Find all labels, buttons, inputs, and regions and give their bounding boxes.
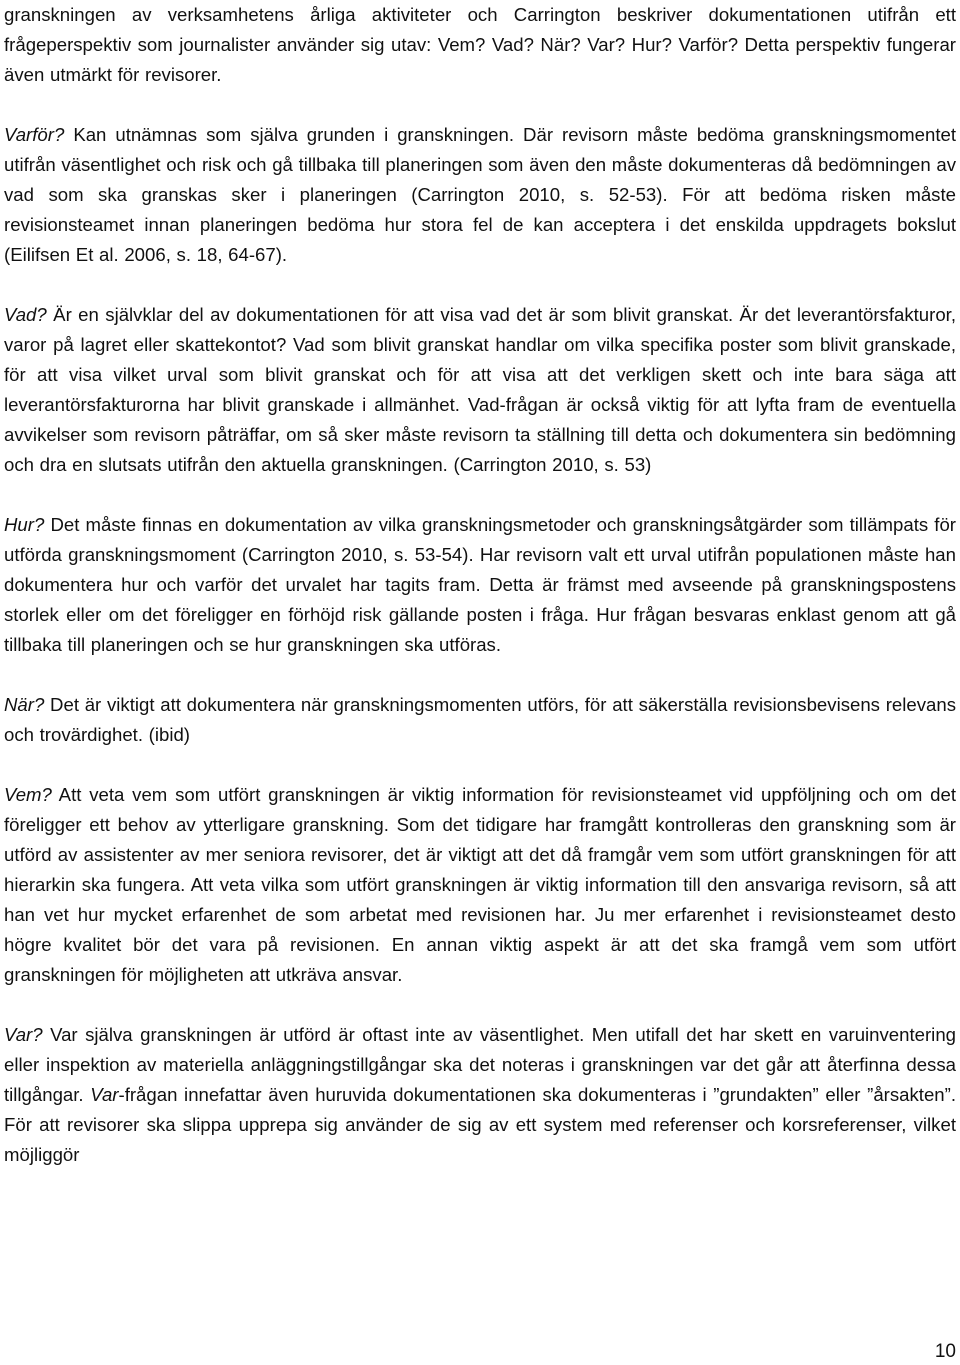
var-keyword: Var? xyxy=(4,1024,43,1045)
nar-keyword: När? xyxy=(4,694,45,715)
nar-text: Det är viktigt att dokumentera när granskningsmomenten utförs, för att säkerställa revisionsbevisens relevans och trovärdighet. (ibid) xyxy=(4,694,956,745)
var-inline-keyword: Var xyxy=(90,1084,119,1105)
var-paragraph xyxy=(4,1020,956,1170)
vad-keyword: Vad? xyxy=(4,304,47,325)
nar-paragraph xyxy=(4,690,956,750)
intro-text: granskningen av verksamhetens årliga aktiviteter och Carrington beskriver dokumentationen utifrån ett frågeperspektiv som journalister använder sig utav: Vem? Vad? När? Var? Hur? Varför? Detta perspektiv fungerar även utmärkt för revisorer. xyxy=(4,4,956,85)
hur-text: Det måste finnas en dokumentation av vilka granskningsmetoder och granskningsåtgärder som tillämpats för utförda granskningsmoment (Carrington 2010, s. 53-54). Har revisorn valt ett urval utifrån populationen måste han dokumentera hur och varför det urvalet har tagits fram. Detta är främst med avseende på granskningspostens storlek eller om det föreligger en förhöjd risk gällande posten i fråga. Hur frågan besvaras enklast genom att gå tillbaka till planeringen och se hur granskningen ska utföras. xyxy=(4,514,956,655)
vad-paragraph xyxy=(4,300,956,480)
page-number: 10 xyxy=(934,1341,956,1362)
vad-text: Är en självklar del av dokumentationen för att visa vad det är som blivit granskat. Är det leverantörsfakturor, varor på lagret eller skattekontot? Vad som blivit granskat handlar om vilka specifika poster som blivit granskade, för att visa vilket urval som blivit granskat och för att visa att det verkligen skett och inte bara säga att leverantörsfakturorna har blivit granskade i allmänhet. Vad-frågan är också viktig för att lyfta fram de eventuella avvikelser som revisorn påträffar, om så sker måste revisorn ta ställning till detta och dokumentera sin bedömning och dra en slutsats utifrån den aktuella granskningen. (Carrington 2010, s. 53) xyxy=(4,304,956,475)
var-text-a: Var själva granskningen är utförd är oftast inte av väsentlighet. Men utifall det har skett en varuinventering eller inspektion av materiella anläggningstillgångar ska det noteras i granskningen var det går att återfinna dessa tillgångar. xyxy=(4,1024,956,1105)
intro-paragraph xyxy=(4,0,956,90)
hur-keyword: Hur? xyxy=(4,514,45,535)
vem-paragraph xyxy=(4,780,956,990)
hur-paragraph xyxy=(4,510,956,660)
varfor-paragraph xyxy=(4,120,956,270)
varfor-text: Kan utnämnas som själva grunden i granskningen. Där revisorn måste bedöma granskningsmomentet utifrån väsentlighet och risk och gå tillbaka till planeringen som även den måste dokumenteras då bedömningen av vad som ska granskas sker i planeringen (Carrington 2010, s. 52-53). För att bedöma risken måste revisionsteamet innan planeringen bedöma hur stora fel de kan acceptera i det enskilda uppdragets bokslut (Eilifsen Et al. 2006, s. 18, 64-67). xyxy=(4,124,956,265)
vem-keyword: Vem? xyxy=(4,784,52,805)
varfor-keyword: Varför? xyxy=(4,124,65,145)
body-text xyxy=(4,0,956,1200)
var-text-b: -frågan innefattar även huruvida dokumentationen ska dokumenteras i ”grundakten” eller ”årsakten”. För att revisorer ska slippa upprepa sig använder de sig av ett system med referenser och korsreferenser, vilket möjliggör xyxy=(4,1084,956,1165)
vem-text: Att veta vem som utfört granskningen är viktig information för revisionsteamet vid uppföljning och om det föreligger ett behov av ytterligare granskning. Som det tidigare har framgått kontrolleras den granskning som är utförd av assistenter av mer seniora revisorer, det är viktigt att det då framgår vem som utfört granskningen för att hierarkin ska fungera. Att veta vilka som utfört granskningen är viktig information till den ansvariga revisorn, så att han vet hur mycket erfarenhet de som arbetat med revisionen har. Ju mer erfarenhet i revisionsteamet desto högre kvalitet bör det vara på revisionen. En annan viktig aspekt är att det ska framgå vem som utfört granskningen för möjligheten att utkräva ansvar. xyxy=(4,784,956,985)
